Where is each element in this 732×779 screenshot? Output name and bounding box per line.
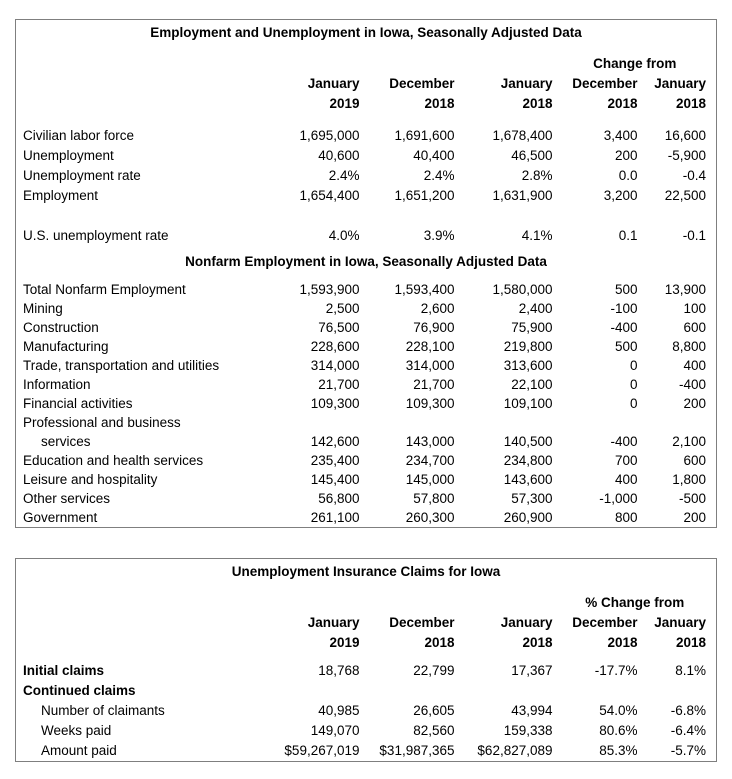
cell: 145,000 <box>405 472 455 487</box>
cell: 0.1 <box>618 228 638 243</box>
cell: 228,600 <box>310 339 360 354</box>
spacer-row <box>16 46 717 54</box>
row-label: U.S. unemployment rate <box>23 228 169 243</box>
cell: 3,200 <box>603 188 638 203</box>
cell: 17,367 <box>511 663 553 678</box>
cell: 4.0% <box>328 228 360 243</box>
cell: 313,600 <box>503 358 553 373</box>
cell: 234,700 <box>405 453 455 468</box>
cell: 43,994 <box>511 703 553 718</box>
column-header: 2018 <box>522 96 553 111</box>
cell: 2.4% <box>423 168 455 183</box>
cell: 82,560 <box>413 723 455 738</box>
cell: 57,800 <box>413 491 455 506</box>
cell: 145,400 <box>310 472 360 487</box>
table-row <box>16 489 717 508</box>
cell: -400 <box>610 434 638 449</box>
cell: 1,695,000 <box>299 128 360 143</box>
cell: 200 <box>683 510 707 525</box>
cell <box>639 681 717 701</box>
table-title: Unemployment Insurance Claims for Iowa <box>231 564 501 579</box>
cell: 75,900 <box>511 320 553 335</box>
month-header-row <box>16 613 717 633</box>
spacer-row <box>16 114 717 126</box>
cell: 3.9% <box>423 228 455 243</box>
cell: 0 <box>629 358 638 373</box>
cell: 16,600 <box>664 128 707 143</box>
month-header-row <box>16 74 717 94</box>
cell: 261,100 <box>310 510 360 525</box>
column-header: 2018 <box>424 96 455 111</box>
row-label: Leisure and hospitality <box>23 472 158 487</box>
cell: -400 <box>679 377 707 392</box>
cell: 8.1% <box>675 663 707 678</box>
cell <box>554 681 639 701</box>
table-row <box>16 166 717 186</box>
column-header: January <box>307 615 360 630</box>
cell: 13,900 <box>664 282 707 297</box>
cell: 200 <box>683 396 707 411</box>
cell: 40,400 <box>413 148 455 163</box>
cell <box>639 413 717 432</box>
empty-cell <box>16 593 554 613</box>
empty-cell <box>16 74 266 94</box>
cell: 228,100 <box>405 339 455 354</box>
cell: -5,900 <box>667 148 707 163</box>
employment-unemployment-table <box>15 19 717 528</box>
change-from-label: % Change from <box>585 595 685 610</box>
row-label: Professional and business <box>23 415 181 430</box>
cell: 219,800 <box>503 339 553 354</box>
cell <box>266 681 361 701</box>
row-label: Financial activities <box>23 396 133 411</box>
row-label: Amount paid <box>41 743 117 758</box>
row-label: Unemployment <box>23 148 114 163</box>
cell: 2.4% <box>328 168 360 183</box>
year-header-row <box>16 633 717 653</box>
column-header: 2018 <box>424 635 455 650</box>
column-header: 2019 <box>329 96 360 111</box>
cell: 314,000 <box>405 358 455 373</box>
cell: 26,605 <box>413 703 455 718</box>
column-header: December <box>572 615 638 630</box>
cell: 100 <box>683 301 707 316</box>
row-label: Construction <box>23 320 99 335</box>
cell: 22,799 <box>413 663 455 678</box>
cell: 700 <box>614 453 638 468</box>
table-title: Employment and Unemployment in Iowa, Seasonally Adjusted Data <box>150 25 582 40</box>
cell: 400 <box>683 358 707 373</box>
table-title-row <box>16 20 717 47</box>
table-row <box>16 280 717 299</box>
cell: -400 <box>610 320 638 335</box>
cell: -0.1 <box>682 228 707 243</box>
cell: 1,654,400 <box>299 188 360 203</box>
table-row <box>16 356 717 375</box>
cell: 143,000 <box>405 434 455 449</box>
cell: 0 <box>629 396 638 411</box>
cell: 2,400 <box>518 301 553 316</box>
cell: 314,000 <box>310 358 360 373</box>
cell: 600 <box>683 453 707 468</box>
row-label: Manufacturing <box>23 339 109 354</box>
cell: 0 <box>629 377 638 392</box>
table-row <box>16 661 717 681</box>
table-row <box>16 451 717 470</box>
cell: 76,500 <box>318 320 360 335</box>
column-header: December <box>389 76 455 91</box>
table-row <box>16 126 717 146</box>
cell: 1,631,900 <box>492 188 553 203</box>
cell: 400 <box>614 472 638 487</box>
row-label: services <box>41 434 91 449</box>
empty-cell <box>16 613 266 633</box>
row-label: Unemployment rate <box>23 168 141 183</box>
spacer-row <box>16 272 717 280</box>
empty-cell <box>16 94 266 114</box>
cell: 1,593,900 <box>299 282 360 297</box>
cell: 1,651,200 <box>394 188 455 203</box>
cell: 143,600 <box>503 472 553 487</box>
cell: 140,500 <box>503 434 553 449</box>
cell: $62,827,089 <box>477 743 553 758</box>
table-row <box>16 701 717 721</box>
cell: 0.0 <box>618 168 638 183</box>
cell: $59,267,019 <box>284 743 360 758</box>
cell: -5.7% <box>670 743 707 758</box>
row-label: Number of claimants <box>41 703 165 718</box>
row-label: Information <box>23 377 91 392</box>
row-label: Trade, transportation and utilities <box>23 358 220 373</box>
cell <box>266 413 361 432</box>
spacer-row <box>16 585 717 593</box>
cell: 500 <box>614 339 638 354</box>
column-header: December <box>389 615 455 630</box>
cell: 1,580,000 <box>492 282 553 297</box>
cell: 80.6% <box>599 723 638 738</box>
spacer-row <box>16 653 717 661</box>
cell: -6.8% <box>670 703 707 718</box>
cell: 142,600 <box>310 434 360 449</box>
cell: 1,691,600 <box>394 128 455 143</box>
cell: 46,500 <box>511 148 553 163</box>
cell: -0.4 <box>682 168 707 183</box>
change-from-label: Change from <box>593 56 677 71</box>
row-label: Continued claims <box>23 683 136 698</box>
year-header-row <box>16 94 717 114</box>
column-header: January <box>500 76 553 91</box>
cell: 22,500 <box>664 188 707 203</box>
cell: 40,600 <box>318 148 360 163</box>
row-label: Civilian labor force <box>23 128 135 143</box>
column-header: December <box>572 76 638 91</box>
row-label: Initial claims <box>23 663 105 678</box>
row-label: Total Nonfarm Employment <box>23 282 186 297</box>
empty-cell <box>16 54 554 74</box>
section-title-row <box>16 252 717 272</box>
cell: 149,070 <box>310 723 360 738</box>
table-row <box>16 470 717 489</box>
cell: 21,700 <box>413 377 455 392</box>
cell: 109,300 <box>405 396 455 411</box>
column-header: 2018 <box>675 96 707 111</box>
cell: 56,800 <box>318 491 360 506</box>
table-row <box>16 375 717 394</box>
cell: 200 <box>614 148 638 163</box>
table-row <box>16 413 717 432</box>
row-label: Government <box>23 510 98 525</box>
table-row <box>16 681 717 701</box>
column-header: 2018 <box>676 635 707 650</box>
table-row <box>16 146 717 166</box>
cell: 1,800 <box>672 472 707 487</box>
column-header: January <box>654 615 707 630</box>
cell: 500 <box>614 282 638 297</box>
table-row <box>16 508 717 528</box>
cell: -1,000 <box>599 491 638 506</box>
change-from-header-row <box>16 54 717 74</box>
cell: 2,100 <box>672 434 707 449</box>
table-row <box>16 432 717 451</box>
cell: 8,800 <box>672 339 707 354</box>
table-row <box>16 226 717 246</box>
cell: 800 <box>614 510 638 525</box>
table-row <box>16 394 717 413</box>
cell <box>456 413 554 432</box>
cell: -17.7% <box>594 663 638 678</box>
row-label: Weeks paid <box>41 723 112 738</box>
cell: 260,900 <box>503 510 553 525</box>
cell: 2.8% <box>521 168 553 183</box>
cell: 1,678,400 <box>492 128 553 143</box>
table-row <box>16 299 717 318</box>
cell: 18,768 <box>318 663 360 678</box>
row-label: Education and health services <box>23 453 204 468</box>
cell: 1,593,400 <box>394 282 455 297</box>
cell: 600 <box>683 320 707 335</box>
unemployment-insurance-claims-table <box>15 558 717 762</box>
column-header: January <box>500 615 553 630</box>
cell: 76,900 <box>413 320 455 335</box>
change-from-header-row <box>16 593 717 613</box>
cell: 4.1% <box>521 228 553 243</box>
cell: 109,300 <box>310 396 360 411</box>
cell: 235,400 <box>310 453 360 468</box>
cell: -6.4% <box>670 723 707 738</box>
table-row <box>16 337 717 356</box>
cell: 54.0% <box>599 703 638 718</box>
cell <box>456 681 554 701</box>
cell <box>554 413 639 432</box>
column-header: 2019 <box>329 635 360 650</box>
row-label: Employment <box>23 188 99 203</box>
section-title: Nonfarm Employment in Iowa, Seasonally Adjusted Data <box>185 254 547 269</box>
cell: -100 <box>610 301 638 316</box>
row-label: Mining <box>23 301 63 316</box>
row-label: Other services <box>23 491 111 506</box>
cell: 3,400 <box>603 128 638 143</box>
cell: 85.3% <box>599 743 638 758</box>
cell: $31,987,365 <box>379 743 455 758</box>
cell: -500 <box>679 491 707 506</box>
column-header: 2018 <box>522 635 553 650</box>
cell: 2,500 <box>325 301 360 316</box>
table-title-row <box>16 559 717 586</box>
cell <box>361 413 456 432</box>
cell: 57,300 <box>511 491 553 506</box>
column-header: 2018 <box>607 96 638 111</box>
table-row <box>16 721 717 741</box>
table-row <box>16 186 717 206</box>
cell: 21,700 <box>318 377 360 392</box>
column-header: January <box>654 76 707 91</box>
cell: 40,985 <box>318 703 360 718</box>
cell <box>361 681 456 701</box>
cell: 159,338 <box>503 723 553 738</box>
cell: 22,100 <box>511 377 553 392</box>
column-header: 2018 <box>607 635 638 650</box>
spacer-row <box>16 206 717 226</box>
cell: 234,800 <box>503 453 553 468</box>
table-row <box>16 318 717 337</box>
empty-cell <box>16 633 266 653</box>
table-row <box>16 741 717 762</box>
cell: 260,300 <box>405 510 455 525</box>
cell: 2,600 <box>420 301 455 316</box>
cell: 109,100 <box>503 396 553 411</box>
column-header: January <box>307 76 360 91</box>
